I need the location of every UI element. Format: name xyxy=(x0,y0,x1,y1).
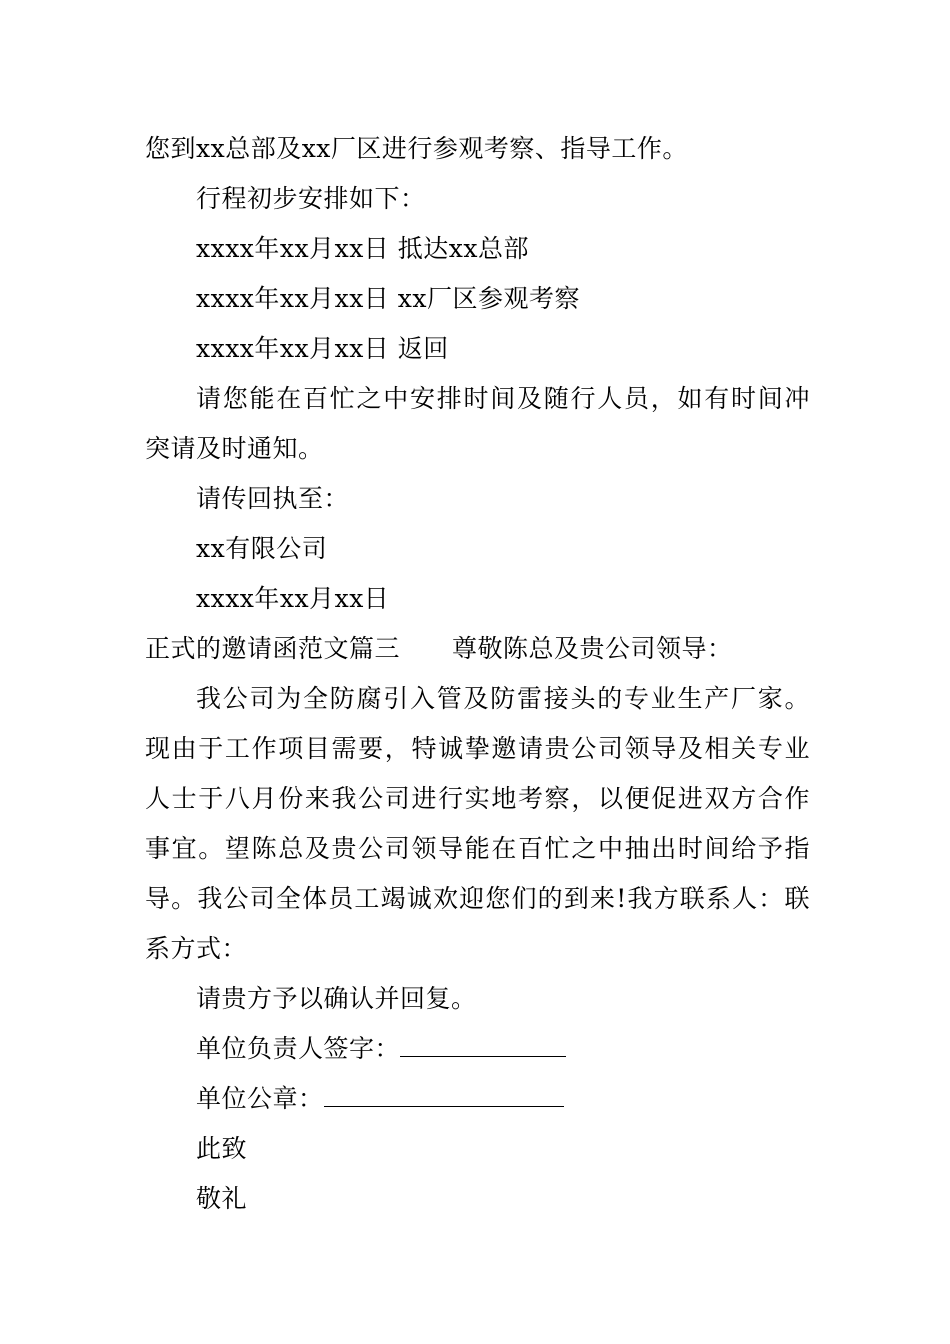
schedule-heading: 行程初步安排如下： xyxy=(196,184,426,213)
closing-line: 敬礼 xyxy=(196,1184,248,1213)
seal-blank xyxy=(324,1084,564,1107)
document-page xyxy=(145,124,810,1224)
closing-line: 此致 xyxy=(196,1134,248,1163)
section-heading-line xyxy=(145,624,810,674)
signature-row xyxy=(145,1024,810,1074)
intro-line: 您到xx总部及xx厂区进行参观考察、指导工作。 xyxy=(145,134,688,163)
schedule-item: xxxx年xx月xx日 抵达xx总部 xyxy=(196,234,529,263)
schedule-item: xxxx年xx月xx日 返回 xyxy=(196,334,449,363)
signature-blank xyxy=(400,1034,566,1057)
body-line: 系方式： xyxy=(145,934,248,963)
reply-to-label: 请传回执至： xyxy=(196,484,350,513)
schedule-item: xxxx年xx月xx日 xx厂区参观考察 xyxy=(196,284,580,313)
confirm-line: 请贵方予以确认并回复。 xyxy=(196,984,477,1013)
body-line: 事宜。望陈总及贵公司领导能在百忙之中抽出时间给予指 xyxy=(145,834,810,863)
sign-label: 单位负责人签字： xyxy=(196,1034,401,1063)
body-line: 现由于工作项目需要，特诚挚邀请贵公司领导及相关专业 xyxy=(145,734,810,763)
body-line: 我公司为全防腐引入管及防雷接头的专业生产厂家。 xyxy=(196,684,810,713)
body-line: 人士于八月份来我公司进行实地考察，以便促进双方合作 xyxy=(145,784,810,813)
salutation: 尊敬陈总及贵公司领导： xyxy=(452,634,733,663)
seal-row xyxy=(145,1074,810,1124)
section-title: 正式的邀请函范文篇三 xyxy=(145,634,401,663)
date-line: xxxx年xx月xx日 xyxy=(196,584,390,613)
request-line: 突请及时通知。 xyxy=(145,434,324,463)
request-line: 请您能在百忙之中安排时间及随行人员，如有时间冲 xyxy=(196,384,810,413)
company-name: xx有限公司 xyxy=(196,534,328,563)
body-line: 导。我公司全体员工竭诚欢迎您们的到来!我方联系人：联 xyxy=(145,884,810,913)
seal-label: 单位公章： xyxy=(196,1084,324,1113)
